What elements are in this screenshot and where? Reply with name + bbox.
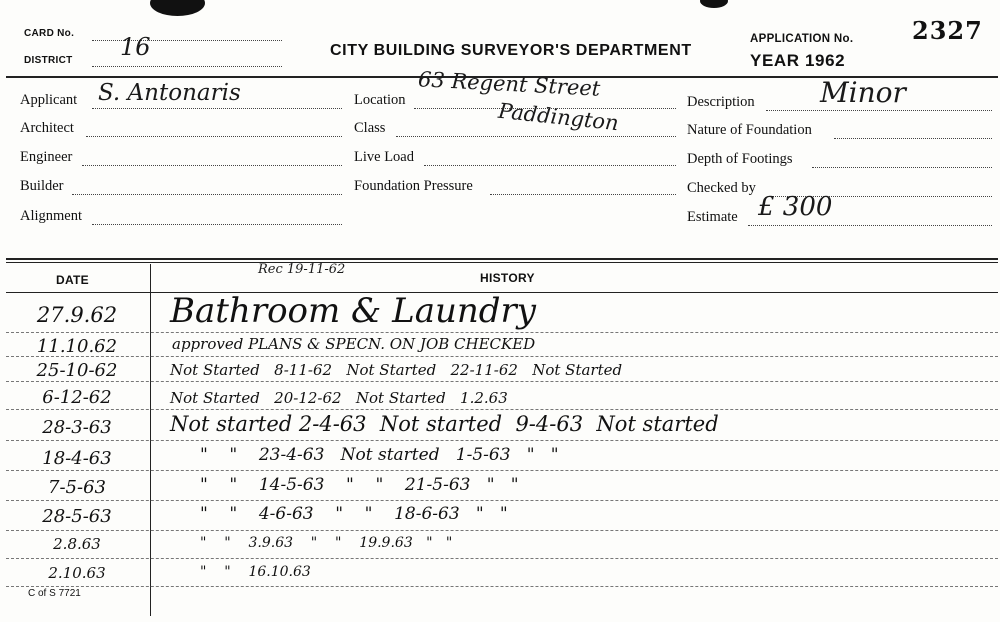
depth-of-footings-label: Depth of Footings <box>687 151 793 167</box>
history-date: 18-4-63 <box>42 448 112 469</box>
history-entry: Not Started 8-11-62 Not Started 22-11-62 Not Started <box>170 361 623 379</box>
alignment-label: Alignment <box>20 208 83 224</box>
application-label: APPLICATION No. <box>750 33 854 45</box>
fields-divider-thin <box>6 262 998 263</box>
estimate-value: £ 300 <box>758 192 833 222</box>
location-value-street: 63 Regent Street <box>417 67 601 101</box>
estimate-label: Estimate <box>687 209 738 225</box>
engineer-line <box>82 165 342 166</box>
description-label: Description <box>687 94 755 110</box>
nature-of-foundation-label: Nature of Foundation <box>687 122 812 138</box>
architect-label: Architect <box>20 120 74 136</box>
checked-by-label: Checked by <box>687 180 756 196</box>
date-column-header: DATE <box>56 273 89 287</box>
row-rule <box>6 530 998 531</box>
row-rule <box>6 586 998 587</box>
history-entry: approved PLANS & SPECN. ON JOB CHECKED <box>172 335 536 353</box>
district-line <box>92 66 282 67</box>
history-entry: Not Started 20-12-62 Not Started 1.2.63 <box>170 389 508 407</box>
row-rule <box>6 440 998 441</box>
form-code: C of S 7721 <box>28 588 81 599</box>
history-date: 7-5-63 <box>48 477 106 498</box>
history-entry: " " 16.10.63 <box>200 564 311 580</box>
ink-blot <box>150 0 205 16</box>
description-value: Minor <box>820 76 906 109</box>
class-line <box>396 136 676 137</box>
applicant-value: S. Antonaris <box>98 80 241 106</box>
applicant-label: Applicant <box>20 92 78 108</box>
received-note: Rec 19-11-62 <box>258 262 346 277</box>
history-entry: " " 14-5-63 " " 21-5-63 " " <box>200 475 519 495</box>
foundation-pressure-line <box>490 194 676 195</box>
card-no-label: CARD No. <box>24 28 75 39</box>
history-date: 28-5-63 <box>42 506 112 527</box>
row-rule <box>6 470 998 471</box>
location-label: Location <box>354 92 406 108</box>
year-label: YEAR 1962 <box>750 51 846 70</box>
engineer-label: Engineer <box>20 149 73 165</box>
row-rule <box>6 381 998 382</box>
history-date: 27.9.62 <box>36 303 118 327</box>
architect-line <box>86 136 342 137</box>
applicant-line <box>92 108 342 109</box>
live-load-label: Live Load <box>354 149 414 165</box>
history-date: 2.10.63 <box>48 564 106 582</box>
class-label: Class <box>354 120 386 136</box>
row-rule <box>6 500 998 501</box>
district-label: DISTRICT <box>24 55 73 66</box>
row-rule <box>6 332 998 333</box>
district-value: 16 <box>120 33 151 61</box>
history-entry: " " 23-4-63 Not started 1-5-63 " " <box>200 445 559 465</box>
live-load-line <box>424 165 676 166</box>
fields-divider <box>6 258 998 260</box>
history-entry: " " 3.9.63 " " 19.9.63 " " <box>200 535 453 551</box>
ink-blot <box>700 0 728 8</box>
estimate-line <box>748 225 992 226</box>
row-rule <box>6 558 998 559</box>
builder-line <box>72 194 342 195</box>
history-entry: " " 4-6-63 " " 18-6-63 " " <box>200 504 508 524</box>
history-column-header: HISTORY <box>480 271 535 285</box>
history-entry: Not started 2-4-63 Not started 9-4-63 Not started <box>170 412 719 436</box>
alignment-line <box>92 224 342 225</box>
row-rule <box>6 409 998 410</box>
history-date: 6-12-62 <box>42 387 112 408</box>
nature-of-foundation-line <box>834 138 992 139</box>
row-rule <box>6 356 998 357</box>
department-title: CITY BUILDING SURVEYOR'S DEPARTMENT <box>330 42 692 59</box>
history-date: 11.10.62 <box>36 336 118 357</box>
location-value-suburb: Paddington <box>497 98 620 136</box>
history-entry: Bathroom & Laundry <box>170 291 536 331</box>
depth-of-footings-line <box>812 167 992 168</box>
foundation-pressure-label: Foundation Pressure <box>354 178 473 194</box>
history-date: 25-10-62 <box>36 360 118 381</box>
application-number: 2327 <box>912 16 983 45</box>
description-line <box>766 110 992 111</box>
builder-label: Builder <box>20 178 64 194</box>
history-date: 2.8.63 <box>53 535 101 553</box>
history-date: 28-3-63 <box>42 417 112 438</box>
